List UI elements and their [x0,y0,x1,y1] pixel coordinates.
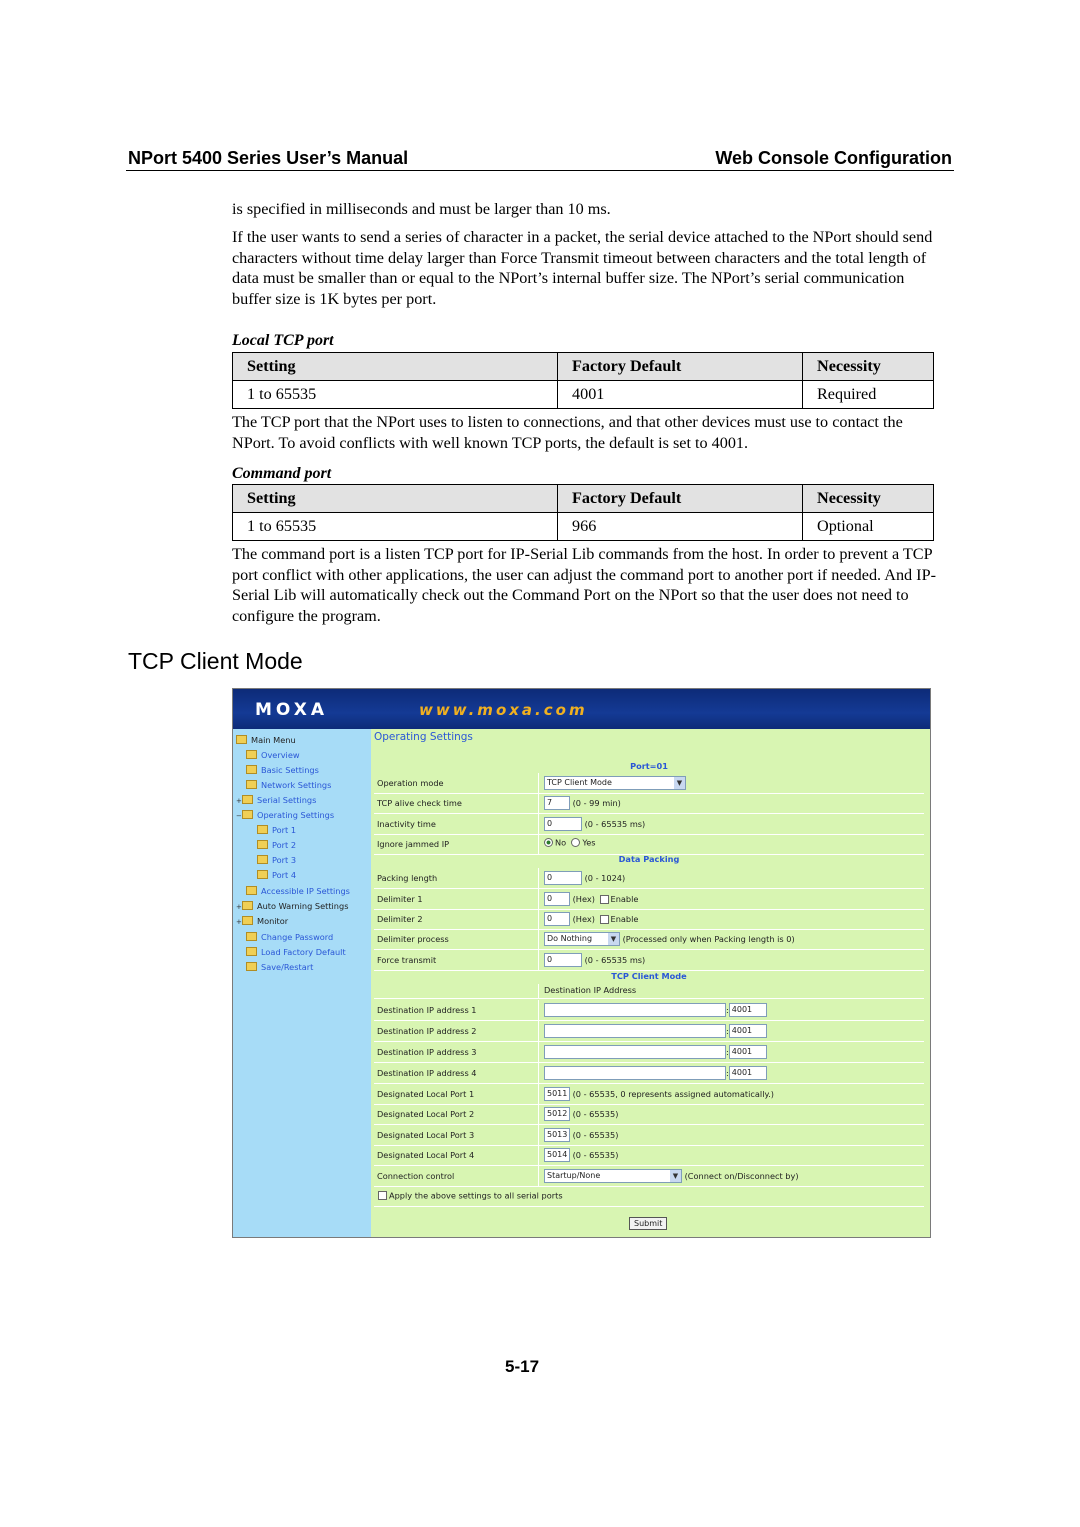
cell-setting: 1 to 65535 [233,513,558,541]
page-title: Operating Settings [374,731,473,743]
menu-item-operating-settings[interactable]: − Operating Settings [236,810,335,820]
moxa-banner [233,689,930,729]
hint: (0 - 65535) [572,1130,619,1140]
moxa-url: www.moxa.com [419,701,588,719]
menu-item-accessible-ip[interactable]: Accessible IP Settings [246,886,350,896]
folder-icon [257,840,268,849]
folder-icon [257,870,268,879]
menu-item-change-password[interactable]: Change Password [246,932,333,942]
manual-title: NPort 5400 Series User’s Manual [128,148,409,168]
folder-icon [242,901,253,910]
label: Designated Local Port 3 [377,1130,475,1140]
menu-item-basic-settings[interactable]: Basic Settings [246,765,319,775]
row-delimiter-1: Delimiter 1 0 (Hex) Enable [374,889,924,910]
main-menu [233,729,371,1237]
menu-item-save-restart[interactable]: Save/Restart [246,962,313,972]
folder-icon [236,735,247,744]
label: Destination IP address 2 [377,1026,477,1036]
expand-icon[interactable]: + [236,797,242,805]
chevron-down-icon: ▼ [670,1170,681,1182]
cell-necessity: Required [803,381,934,409]
table-header-row [233,353,934,381]
label: Delimiter 1 [377,894,423,904]
folder-icon [246,765,257,774]
row-local-port-3 [374,1125,924,1146]
dest-ip-3-input[interactable] [544,1045,726,1059]
chevron-down-icon: ▼ [674,777,685,789]
dest-ip-1-input[interactable] [544,1003,726,1017]
menu-item-port-2[interactable]: Port 2 [257,840,296,850]
row-dest-ip-1: Destination IP address 1 : 4001 [374,1000,924,1021]
header-factory-default: Factory Default [558,353,803,381]
radio-no[interactable] [544,838,553,847]
label: Delimiter 2 [377,914,423,924]
hint: (Processed only when Packing length is 0) [622,934,795,944]
delimiter-2-input[interactable]: 0 [544,912,570,926]
expand-icon[interactable]: + [236,918,242,926]
cell-necessity: Optional [803,513,934,541]
row-packing-length [374,868,924,889]
menu-item-port-3[interactable]: Port 3 [257,855,296,865]
hint: (Connect on/Disconnect by) [684,1171,799,1181]
apply-all-label: Apply the above settings to all serial ports [389,1190,563,1201]
port-heading: Port=01 [630,761,668,771]
packing-length-input[interactable]: 0 [544,871,582,885]
row-dest-ip-2: Destination IP address 2 : 4001 [374,1021,924,1042]
hint: (0 - 65535) [572,1109,619,1119]
running-header [126,146,954,171]
table-header-row [233,485,934,513]
alive-check-input[interactable]: 7 [544,796,570,810]
operation-mode-select[interactable]: TCP Client Mode ▼ [544,776,686,790]
local-port-2-input[interactable]: 5012 [544,1107,570,1121]
label: Destination IP address 4 [377,1068,477,1078]
row-inactivity [374,814,924,835]
menu-root[interactable]: Main Menu [236,735,296,745]
hint: (0 - 65535) [572,1150,619,1160]
label: Packing length [377,873,438,883]
local-tcp-caption: Local TCP port [232,332,334,349]
delimiter-process-select[interactable]: Do Nothing ▼ [544,932,620,946]
menu-item-port-4[interactable]: Port 4 [257,870,296,880]
folder-icon [246,750,257,759]
radio-yes[interactable] [571,838,580,847]
delimiter-1-enable-checkbox[interactable] [600,895,609,904]
row-connection-control [374,1166,924,1187]
row-ignore-jammed-ip: Ignore jammed IP No Yes [374,834,924,855]
force-transmit-input[interactable]: 0 [544,953,582,967]
moxa-logo: MOXA [255,700,329,720]
apply-all-checkbox[interactable] [378,1191,387,1200]
dest-port-2-input[interactable]: 4001 [729,1024,767,1038]
collapse-icon[interactable]: − [236,812,242,820]
page-number: 5-17 [505,1357,540,1376]
label: Designated Local Port 2 [377,1109,475,1119]
row-delimiter-process [374,929,924,950]
submit-button[interactable]: Submit [629,1217,667,1230]
header-necessity: Necessity [803,485,934,513]
folder-icon [242,916,253,925]
row-operation-mode [374,773,924,794]
dest-ip-column-header: Destination IP Address [544,985,637,995]
expand-icon[interactable]: + [236,903,242,911]
dest-ip-2-input[interactable] [544,1024,726,1038]
tcp-client-mode-heading: TCP Client Mode [611,971,687,981]
row-local-port-2 [374,1104,924,1125]
delimiter-2-enable-checkbox[interactable] [600,915,609,924]
row-dest-ip-3: Destination IP address 3 : 4001 [374,1042,924,1063]
label: Operation mode [377,778,444,788]
menu-item-port-1[interactable]: Port 1 [257,825,296,835]
table-row [233,381,934,409]
command-port-caption: Command port [232,465,332,482]
menu-item-network-settings[interactable]: Network Settings [246,780,331,790]
label: Destination IP address 1 [377,1005,477,1015]
folder-open-icon [242,810,253,819]
row-local-port-1 [374,1084,924,1105]
header-necessity: Necessity [803,353,934,381]
dest-port-1-input[interactable]: 4001 [729,1003,767,1017]
chevron-down-icon: ▼ [608,933,619,945]
hint: (0 - 1024) [584,873,626,883]
label: Designated Local Port 1 [377,1089,475,1099]
dest-ip-4-input[interactable] [544,1066,726,1080]
inactivity-input[interactable]: 0 [544,817,582,831]
local-tcp-description: The TCP port that the NPort uses to listen to connections, and that other devices must use to contact the NPort. To avoid conflicts with well known TCP ports, the default is set to 4001. [232,413,903,452]
folder-icon [246,932,257,941]
hint: (0 - 65535, 0 represents assigned automatically.) [572,1089,774,1099]
label: TCP alive check time [377,798,462,808]
row-force-transmit [374,950,924,971]
dest-port-4-input[interactable]: 4001 [729,1066,767,1080]
folder-icon [246,947,257,956]
label: Ignore jammed IP [377,839,450,849]
intro-paragraph: If the user wants to send a series of character in a packet, the serial device attached to the NPort should send characters without time delay larger than Force Transmit timeout between characters and the total length of data must be smaller than or equal to the NPort’s internal buffer size. The NPort’s serial communication buffer size is 1K bytes per port. [232,228,933,308]
row-dest-ip-header [374,984,924,999]
local-port-4-input[interactable]: 5014 [544,1148,570,1162]
folder-icon [257,855,268,864]
data-packing-heading: Data Packing [618,854,680,864]
section-title: TCP Client Mode [128,648,303,674]
label: Delimiter process [377,934,449,944]
row-apply-all [374,1186,924,1207]
header-factory-default: Factory Default [558,485,803,513]
menu-item-load-factory-default[interactable]: Load Factory Default [246,947,346,957]
folder-icon [246,780,257,789]
local-port-3-input[interactable]: 5013 [544,1128,570,1142]
dest-port-3-input[interactable]: 4001 [729,1045,767,1059]
header-setting: Setting [233,353,558,381]
menu-item-monitor[interactable]: + Monitor [236,916,289,926]
intro-line: is specified in milliseconds and must be larger than 10 ms. [232,200,611,218]
command-port-table [232,484,934,541]
menu-item-serial-settings[interactable]: + Serial Settings [236,795,317,805]
chapter-title: Web Console Configuration [715,148,952,168]
table-row [233,513,934,541]
label: Force transmit [377,955,437,965]
label: Destination IP address 3 [377,1047,477,1057]
folder-icon [257,825,268,834]
delimiter-1-input[interactable]: 0 [544,892,570,906]
menu-item-auto-warning[interactable]: + Auto Warning Settings [236,901,349,911]
row-dest-ip-4: Destination IP address 4 : 4001 [374,1063,924,1084]
folder-icon [242,795,253,804]
label: Inactivity time [377,819,436,829]
settings-pane [372,729,930,1237]
cell-default: 4001 [558,381,803,409]
row-local-port-4 [374,1145,924,1166]
row-alive-check [374,793,924,814]
local-tcp-table [232,352,934,409]
connection-control-select[interactable]: Startup/None ▼ [544,1169,682,1183]
row-delimiter-2: Delimiter 2 0 (Hex) Enable [374,909,924,930]
menu-item-overview[interactable]: Overview [246,750,300,760]
web-console-screenshot [232,688,931,1238]
cell-setting: 1 to 65535 [233,381,558,409]
local-port-1-input[interactable]: 5011 [544,1087,570,1101]
folder-icon [246,962,257,971]
header-setting: Setting [233,485,558,513]
label: Connection control [377,1171,455,1181]
hint: (0 - 65535 ms) [584,819,646,829]
folder-icon [246,886,257,895]
command-port-description: The command port is a listen TCP port for IP-Serial Lib commands from the host. In order to prevent a TCP port conflict with other applications, the user can adjust the command port to another port if needed. And IP-Serial Lib will automatically check out the Command Port on the NPort so that the user does not need to configure the program. [232,545,936,625]
hint: (0 - 99 min) [572,798,621,808]
label: Designated Local Port 4 [377,1150,475,1160]
hint: (0 - 65535 ms) [584,955,646,965]
cell-default: 966 [558,513,803,541]
